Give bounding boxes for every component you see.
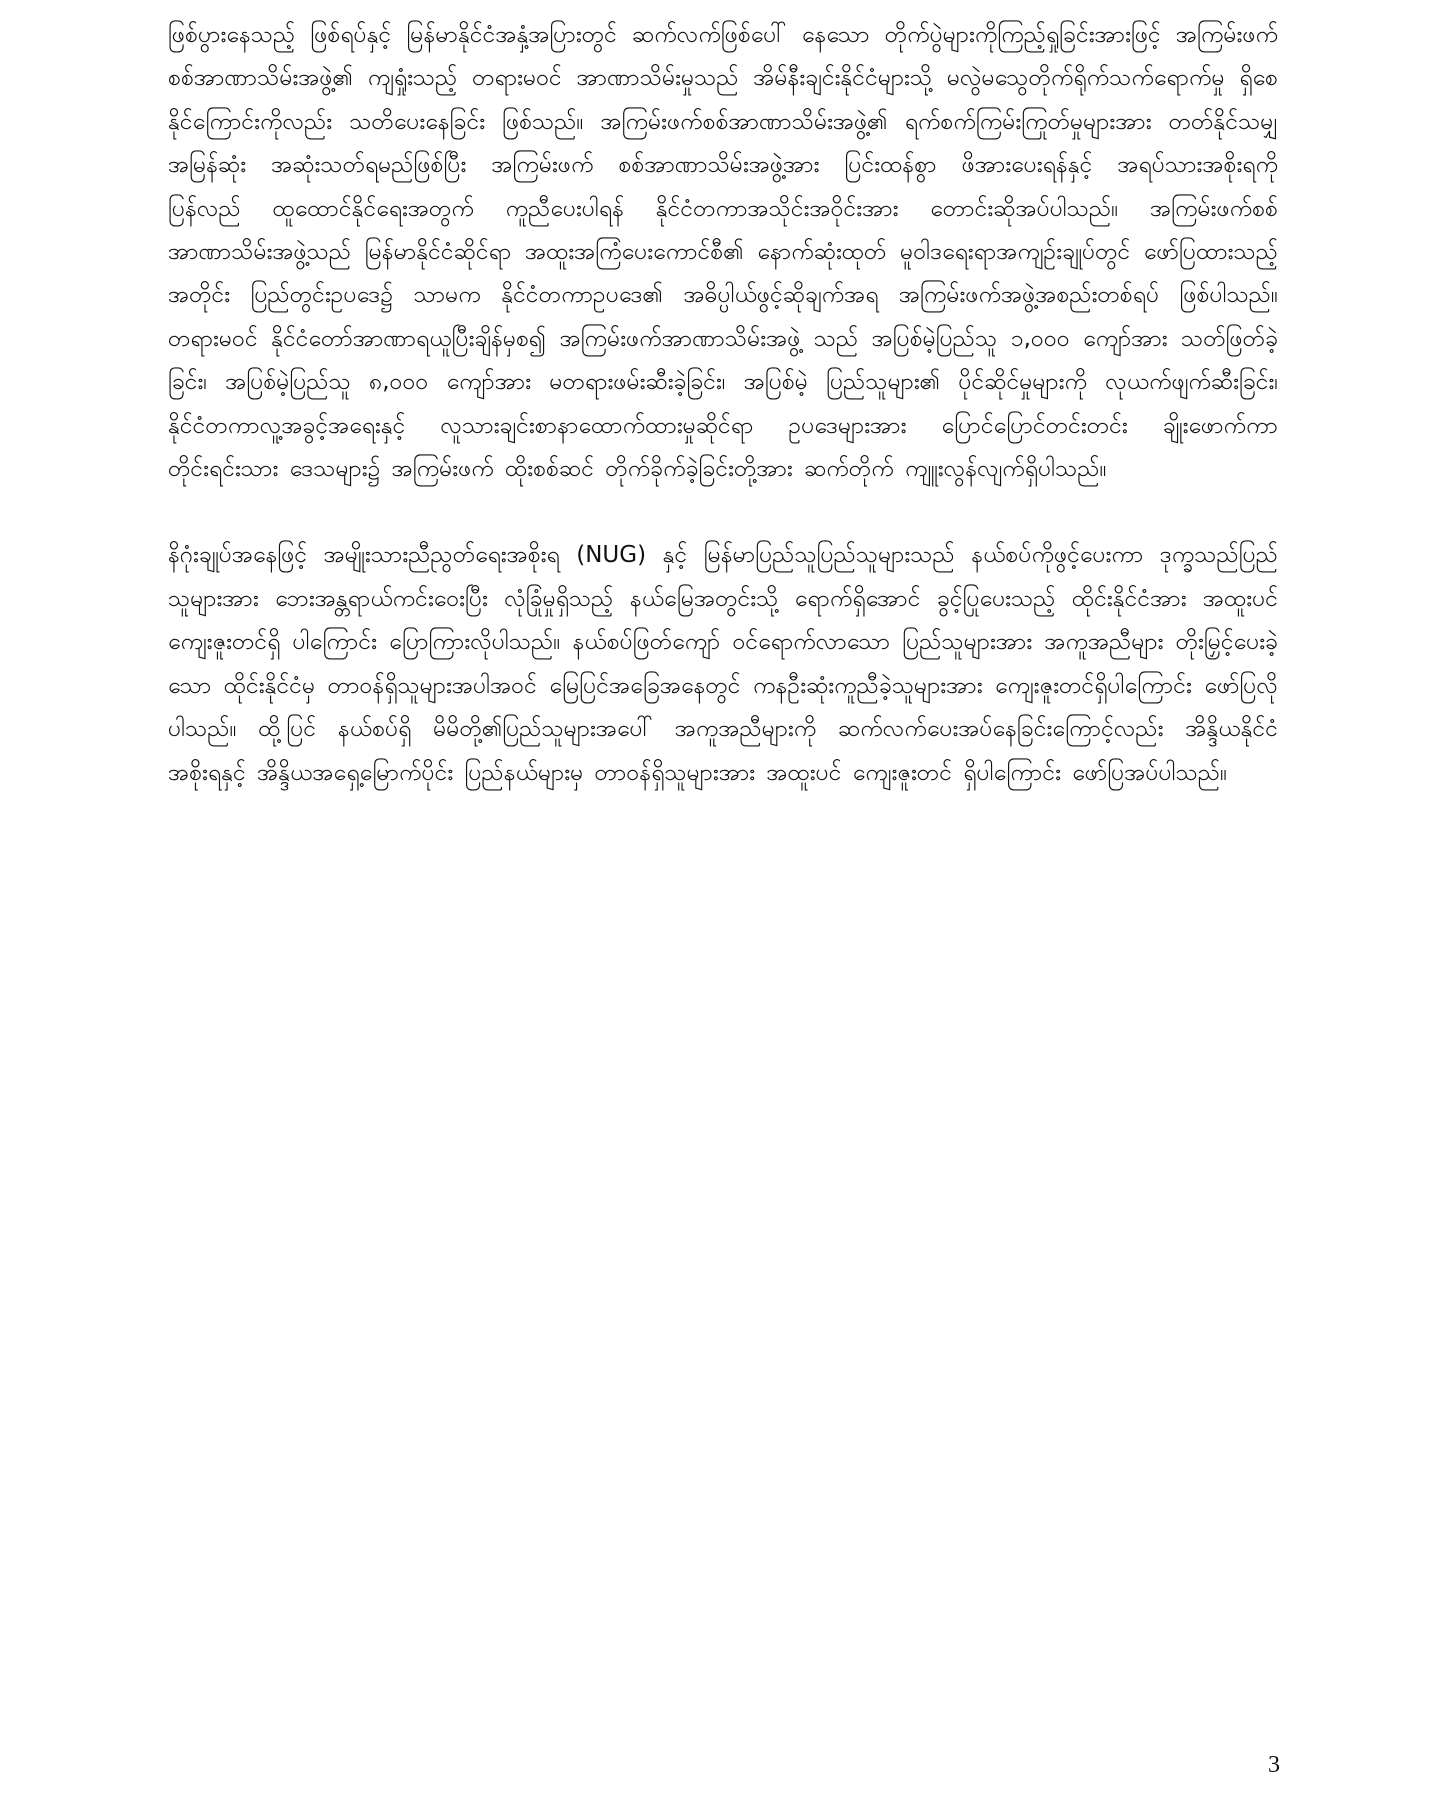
page-number: 3 [1268, 1752, 1280, 1778]
body-paragraph-1: ဖြစ်ပွားနေသည့် ဖြစ်ရပ်နှင့် မြန်မာနိုင်ငံအနှံ့အပြားတွင် ဆက်လက်ဖြစ်ပေါ် နေသော တိုက်ပွဲများကိုကြည့်ရှုခြင်းအားဖြင့် အကြမ်းဖက်စစ်အာဏာသိမ်းအဖွဲ့၏ ကျရှုံးသည့် တရားမဝင် အာဏာသိမ်းမှုသည် အိမ်နီးချင်းနိုင်ငံများသို့ မလွဲမသွေတိုက်ရိုက်သက်ရောက်မှု ရှိစေနိုင်ကြောင်းကိုလည်း သတိပေးနေခြင်း ဖြစ်သည်။ အကြမ်းဖက်စစ်အာဏာသိမ်းအဖွဲ့၏ ရက်စက်ကြမ်းကြုတ်မှုများအား တတ်နိုင်သမျှ အမြန်ဆုံး အဆုံးသတ်ရမည်ဖြစ်ပြီး အကြမ်းဖက် စစ်အာဏာသိမ်းအဖွဲ့အား ပြင်းထန်စွာ ဖိအားပေးရန်နှင့် အရပ်သားအစိုးရကို ပြန်လည် ထူထောင်နိုင်ရေးအတွက် ကူညီပေးပါရန် နိုင်ငံတကာအသိုင်းအဝိုင်းအား တောင်းဆိုအပ်ပါသည်။ အကြမ်းဖက်စစ်အာဏာသိမ်းအဖွဲ့သည် မြန်မာနိုင်ငံဆိုင်ရာ အထူးအကြံပေးကောင်စီ၏ နောက်ဆုံးထုတ် မူဝါဒရေးရာအကျဉ်းချုပ်တွင် ဖော်ပြထားသည့်အတိုင်း ပြည်တွင်းဥပဒေ၌ သာမက နိုင်ငံတကာဥပဒေ၏ အဓိပ္ပါယ်ဖွင့်ဆိုချက်အရ အကြမ်းဖက်အဖွဲ့အစည်းတစ်ရပ် ဖြစ်ပါသည်။ တရားမဝင် နိုင်ငံတော်အာဏာရယူပြီးချိန်မှစ၍ အကြမ်းဖက်အာဏာသိမ်းအဖွဲ့ သည် အပြစ်မဲ့ပြည်သူ ၁,၀၀၀ ကျော်အား သတ်ဖြတ်ခဲ့ခြင်း၊ အပြစ်မဲ့ပြည်သူ ၈,၀၀၀ ကျော်အား မတရားဖမ်းဆီးခဲ့ခြင်း၊ အပြစ်မဲ့ ပြည်သူများ၏ ပိုင်ဆိုင်မှုများကို လုယက်ဖျက်ဆီးခြင်း၊ နိုင်ငံတကာလူ့အခွင့်အရေးနှင့် လူသားချင်းစာနာထောက်ထားမှုဆိုင်ရာ ဥပဒေများအား ပြောင်ပြောင်တင်းတင်း ချိုးဖောက်ကာ တိုင်းရင်းသား ဒေသများ၌ အကြမ်းဖက် ထိုးစစ်ဆင် တိုက်ခိုက်ခဲ့ခြင်းတို့အား ဆက်တိုက် ကျူးလွန်လျက်ရှိပါသည်။ [168, 22, 1278, 483]
document-page [168, 14, 1278, 795]
body-paragraph-2: နိဂုံးချုပ်အနေဖြင့် အမျိုးသားညီညွတ်ရေးအစိုးရ (NUG) နှင့် မြန်မာပြည်သူပြည်သူများသည် နယ်စပ်ကိုဖွင့်ပေးကာ ဒုက္ခသည်ပြည်သူများအား ဘေးအန္တရာယ်ကင်းဝေးပြီး လုံခြုံမှုရှိသည့် နယ်မြေအတွင်းသို့ ရောက်ရှိအောင် ခွင့်ပြုပေးသည့် ထိုင်းနိုင်ငံအား အထူးပင်ကျေးဇူးတင်ရှိ ပါကြောင်း ပြောကြားလိုပါသည်။ နယ်စပ်ဖြတ်ကျော် ဝင်ရောက်လာသော ပြည်သူများအား အကူအညီများ တိုးမြှင့်ပေးခဲ့သော ထိုင်းနိုင်ငံမှ တာဝန်ရှိသူများအပါအဝင် မြေပြင်အခြေအနေတွင် ကနဦးဆုံးကူညီခဲ့သူများအား ကျေးဇူးတင်ရှိပါကြောင်း ဖော်ပြလိုပါသည်။ ထို့ပြင် နယ်စပ်ရှိ မိမိတို့၏ပြည်သူများအပေါ် အကူအညီများကို ဆက်လက်ပေးအပ်နေခြင်းကြောင့်လည်း အိန္ဒိယနိုင်ငံ အစိုးရနှင့် အိန္ဒိယအရှေ့မြောက်ပိုင်း ပြည်နယ်များမှ တာဝန်ရှိသူများအား အထူးပင် ကျေးဇူးတင် ရှိပါကြောင်း ဖော်ပြအပ်ပါသည်။ [168, 542, 1278, 786]
